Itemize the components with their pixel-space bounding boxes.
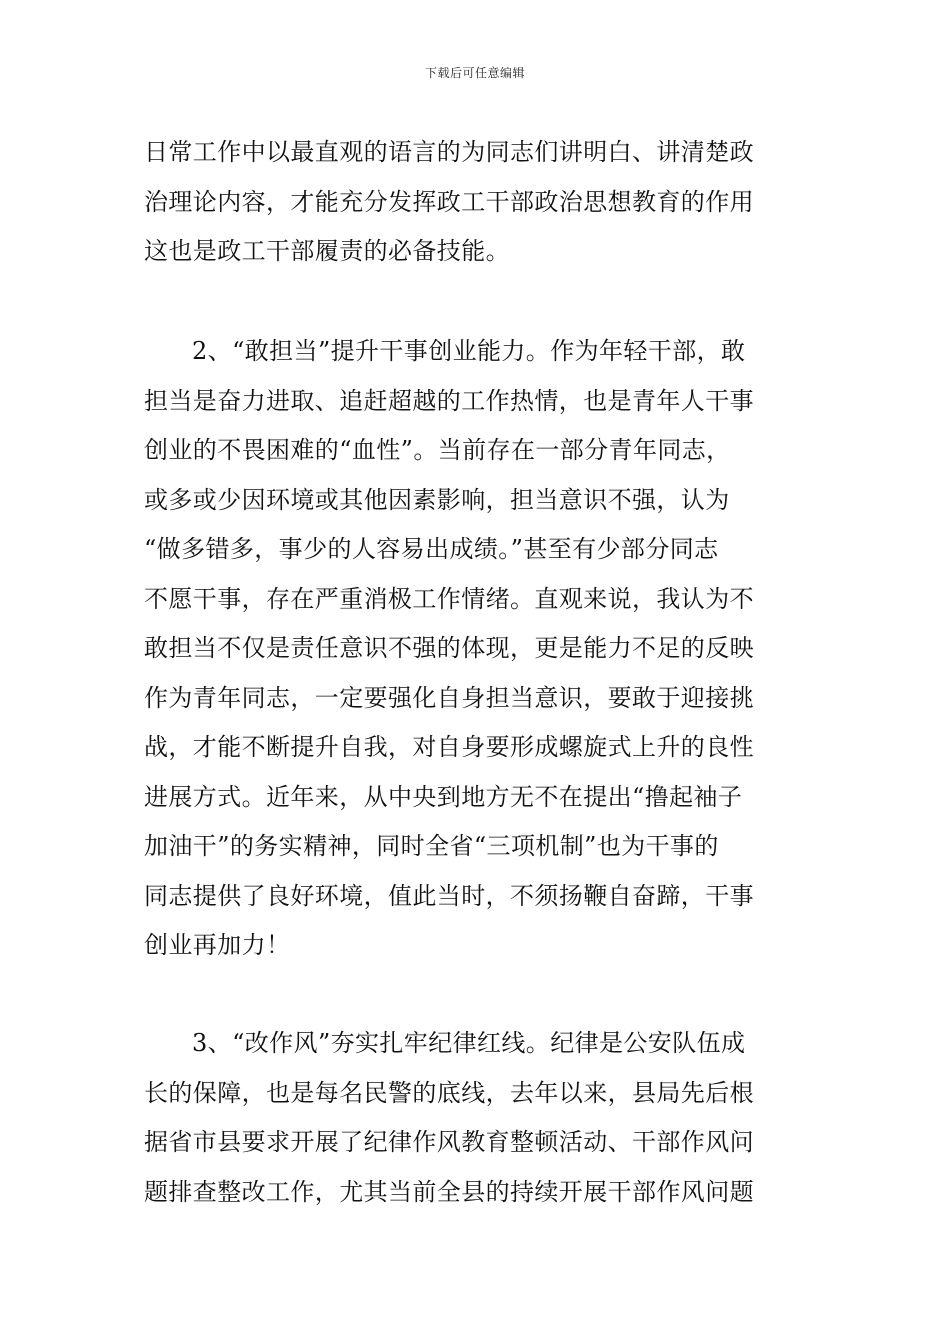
paragraph-2-line-9: 战，才能不断提升自我，对自身要形成螺旋式上升的良性 [144,733,754,761]
paragraph-3-line-3: 据省市县要求开展了纪律作风教育整顿活动、干部作风问 [144,1128,754,1156]
paragraph-2-line-4: 或多或少因环境或其他因素影响，担当意识不强，认为 [144,485,730,514]
paragraph-2-line-5: “做多错多，事少的人容易出成绩。”甚至有少部分同志 [144,535,719,563]
paragraph-2-line-1: 2、“敢担当”提升干事创业能力。作为年轻干部，敢 [192,337,746,365]
paragraph-2 [144,327,810,971]
paragraph-2-line-8: 作为青年同志，一定要强化自身担当意识，要敢于迎接挑 [144,683,754,712]
paragraph-3-line-2: 长的保障，也是每名民警的底线，去年以来，县局先后根 [144,1078,754,1107]
page-header-note: 下载后可任意编辑 [424,66,525,80]
paragraph-1-line-3: 这也是政工干部履责的必备技能。 [144,237,510,265]
paragraph-1 [144,128,810,277]
paragraph-3-line-4: 题排查整改工作，尤其当前全县的持续开展干部作风问题 [144,1177,754,1206]
paragraph-2-line-13: 创业再加力！ [144,931,291,959]
paragraph-2-line-2: 担当是奋力进取、追赶超越的工作热情，也是青年人干事 [144,386,754,415]
paragraph-2-line-3: 创业的不畏困难的“血性”。当前存在一部分青年同志， [144,436,731,464]
paragraph-2-line-10: 进展方式。近年来，从中央到地方无不在提出“撸起袖子 [144,782,743,811]
paragraph-3-line-1: 3、“改作风”夯实扎牢纪律红线。纪律是公安队伍成 [192,1029,746,1057]
paragraph-2-line-6: 不愿干事，存在严重消极工作情绪。直观来说，我认为不 [144,584,754,613]
paragraph-3 [144,1019,810,1217]
paragraph-1-line-2: 治理论内容，才能充分发挥政工干部政治思想教育的作用 [144,187,754,216]
paragraph-2-line-12: 同志提供了良好环境，值此当时，不须扬鞭自奋蹄，干事 [144,881,754,910]
paragraph-2-line-7: 敢担当不仅是责任意识不强的体现，更是能力不足的反映 [144,634,754,662]
paragraph-2-line-11: 加油干”的务实精神，同时全省“三项机制”也为干事的 [144,832,719,860]
paragraph-1-line-1: 日常工作中以最直观的语言的为同志们讲明白、讲清楚政 [144,138,754,166]
